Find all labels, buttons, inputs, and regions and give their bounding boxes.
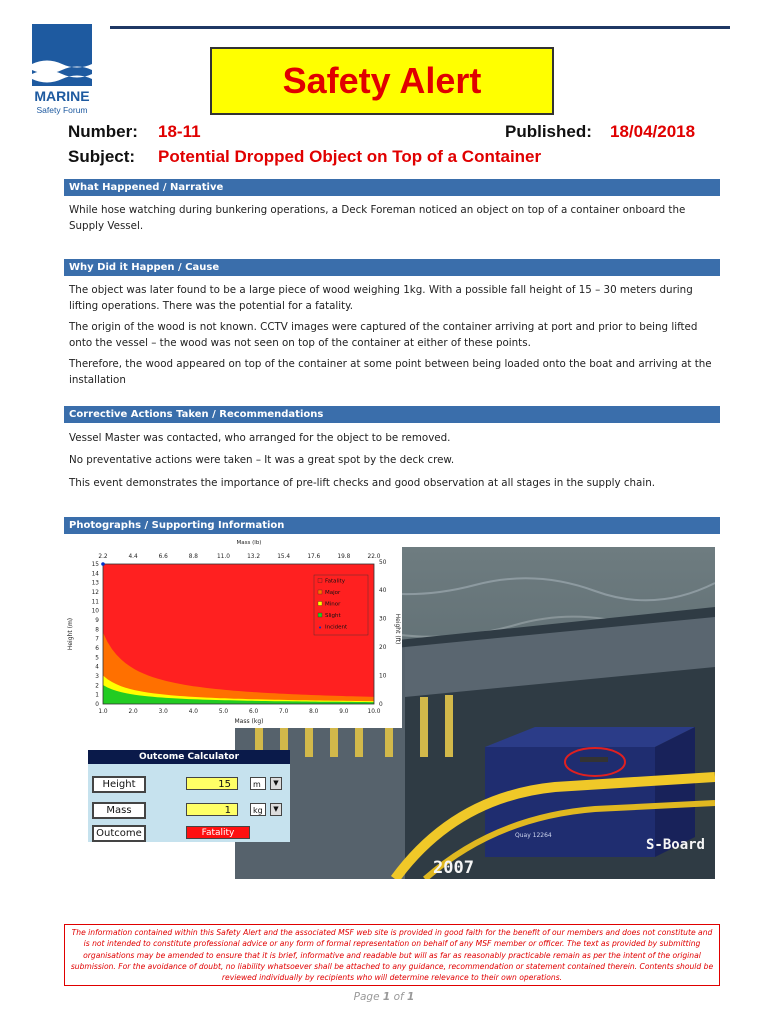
page-number <box>0 991 768 1003</box>
mass-unit-dropdown-icon[interactable]: ▼ <box>270 803 282 816</box>
logo-org-sub: Safety Forum <box>36 105 88 115</box>
chart-x2-tick: 4.4 <box>128 554 138 560</box>
chart-legend <box>314 575 368 635</box>
subject-value: Potential Dropped Object on Top of a Container <box>158 147 542 166</box>
page-prefix: Page <box>353 991 380 1003</box>
photo-overlay-right: S-Board <box>645 837 705 853</box>
chart-x2-tick: 11.0 <box>216 554 230 560</box>
chart-legend-label: Fatality <box>325 578 346 585</box>
logo-org-name: MARINE <box>34 88 90 104</box>
chart-legend-swatch <box>318 579 322 583</box>
header-rule <box>110 26 730 29</box>
chart-legend-swatch <box>318 613 322 617</box>
chart-x-tick: 1.0 <box>98 709 108 715</box>
outcome-value: Fatality <box>186 826 250 839</box>
photos-heading: Photographs / Supporting Information <box>64 517 720 534</box>
chart-y2-tick: 0 <box>379 702 383 708</box>
chart-y-tick: 1 <box>95 692 99 699</box>
why-heading: Why Did it Happen / Cause <box>64 259 720 276</box>
chart-x2-tick: 6.6 <box>158 554 168 560</box>
why-text-3: Therefore, the wood appeared on top of the container at some point between being loaded onto the boat and arriving at the installation <box>69 358 712 386</box>
chart-x2-tick: 13.2 <box>247 554 261 560</box>
msf-logo <box>28 24 96 116</box>
chart-y-tick: 8 <box>95 627 99 634</box>
subject-label: Subject: <box>68 147 136 166</box>
chart-y2-tick: 40 <box>379 588 387 595</box>
chart-y-tick: 12 <box>91 590 99 596</box>
container-label: Quay 12264 <box>515 832 552 839</box>
energy-chart-svg <box>62 534 402 728</box>
chart-y-tick: 5 <box>95 655 99 662</box>
number-value: 18-11 <box>158 122 201 141</box>
chart-x2-label: Mass (lb) <box>236 540 262 546</box>
chart-x-tick: 6.0 <box>248 709 259 715</box>
energy-chart <box>62 534 402 728</box>
chart-x-tick: 7.0 <box>279 709 289 715</box>
chart-y-tick: 14 <box>91 571 99 578</box>
what-happened-text: While hose watching during bunkering operations, a Deck Foreman noticed an object on top of a container onboard the Supply Vessel. <box>69 204 686 232</box>
chart-legend-label: Minor <box>325 601 341 608</box>
chart-y-tick: 3 <box>95 674 99 680</box>
chart-y2-label: Height (ft) <box>394 613 401 645</box>
chart-x2-tick: 15.4 <box>277 554 291 560</box>
mass-label: Mass <box>92 802 146 819</box>
chart-y-tick: 6 <box>95 646 99 652</box>
height-label: Height <box>92 776 146 793</box>
chart-y2-tick: 50 <box>379 559 387 566</box>
alert-title: Safety Alert <box>282 60 482 101</box>
why-text-2: The origin of the wood is not known. CCTV images were captured of the container arriving at port and prior to being lifted onto the vessel – the wood was not seen on top of the container at either of these points. <box>69 321 698 349</box>
chart-x-tick: 4.0 <box>188 709 198 715</box>
height-unit-dropdown-icon[interactable]: ▼ <box>270 777 282 790</box>
mass-unit[interactable]: kg <box>250 803 266 816</box>
chart-legend-swatch <box>318 602 322 606</box>
chart-x-tick: 9.0 <box>339 709 349 715</box>
outcome-label: Outcome <box>92 825 146 842</box>
actions-text-3: This event demonstrates the importance of pre-lift checks and good observation at all stages in the supply chain. <box>69 477 656 489</box>
chart-y-tick: 13 <box>91 580 99 587</box>
chart-legend-label: Slight <box>325 613 341 619</box>
chart-x-label: Mass (kg) <box>234 718 264 725</box>
calculator-title: Outcome Calculator <box>88 750 290 764</box>
chart-x-tick: 2.0 <box>128 709 138 715</box>
msf-logo-icon <box>28 24 96 116</box>
chart-y-tick: 2 <box>95 683 99 690</box>
chart-legend-swatch <box>318 590 322 594</box>
chart-x-tick: 5.0 <box>218 709 229 715</box>
chart-y-tick: 11 <box>91 599 99 606</box>
chart-y2-tick: 20 <box>379 645 387 652</box>
outcome-calculator <box>88 750 290 842</box>
page-of: of <box>393 991 404 1003</box>
page-total: 1 <box>407 991 415 1003</box>
photo-overlay-left: 2007 <box>433 858 474 878</box>
chart-y-label: Height (m) <box>67 617 74 651</box>
chart-x2-tick: 2.2 <box>98 554 108 560</box>
chart-y-tick: 15 <box>91 562 99 568</box>
chart-x2-tick: 17.6 <box>307 554 321 560</box>
what-happened-heading: What Happened / Narrative <box>64 179 720 196</box>
chart-legend-label: Major <box>325 590 341 596</box>
chart-incident-point <box>101 562 105 566</box>
mass-input[interactable]: 1 <box>186 803 238 816</box>
chart-y2-tick: 30 <box>379 616 387 623</box>
actions-heading: Corrective Actions Taken / Recommendations <box>64 406 720 423</box>
actions-text-2: No preventative actions were taken – It was a great spot by the deck crew. <box>69 454 455 466</box>
number-label: Number: <box>68 122 138 141</box>
chart-x-tick: 8.0 <box>309 709 319 715</box>
why-text-1: The object was later found to be a large piece of wood weighing 1kg. With a possible fall height of 15 – 30 meters during lifting operations. There was the potential for a fatality. <box>69 284 693 312</box>
actions-text-1: Vessel Master was contacted, who arranged for the object to be removed. <box>69 432 451 444</box>
published-value: 18/04/2018 <box>610 122 696 141</box>
chart-y-tick: 7 <box>95 636 99 643</box>
chart-legend-label: Incident <box>325 624 348 631</box>
disclaimer: The information contained within this Safety Alert and the associated MSF web site is provided in good faith for the benefit of our members and does not constitute and is not intended to constitute professional advice or any form of formal representation on behalf of any MSF member or officer. The text as provided by submitting organisations may be amended to ensure that it is brief, informative and readable but will as far as reasonably practicable remain as per the intent of the original submission. For the avoidance of doubt, no liability whatsoever shall be attached to any guidance, recommendation or statement contained therein. Contents should be reviewed individually by recipients who will determine relevance to their own operations. <box>64 924 720 986</box>
chart-x2-tick: 22.0 <box>367 554 381 560</box>
chart-x-tick: 3.0 <box>158 709 168 715</box>
chart-y-tick: 10 <box>91 608 99 615</box>
published-label: Published: <box>505 122 592 141</box>
chart-x-tick: 10.0 <box>367 709 381 715</box>
chart-y-tick: 9 <box>95 618 99 624</box>
chart-x2-tick: 19.8 <box>337 554 351 560</box>
page-current: 1 <box>382 991 391 1003</box>
chart-y-tick: 4 <box>95 664 99 671</box>
chart-x2-tick: 8.8 <box>188 554 198 560</box>
height-input[interactable]: 15 <box>186 777 238 790</box>
height-unit[interactable]: m <box>250 777 266 790</box>
chart-legend-marker: • <box>318 624 323 632</box>
chart-y-tick: 0 <box>95 702 99 708</box>
chart-y2-tick: 10 <box>379 673 387 680</box>
alert-title-box <box>210 47 554 115</box>
